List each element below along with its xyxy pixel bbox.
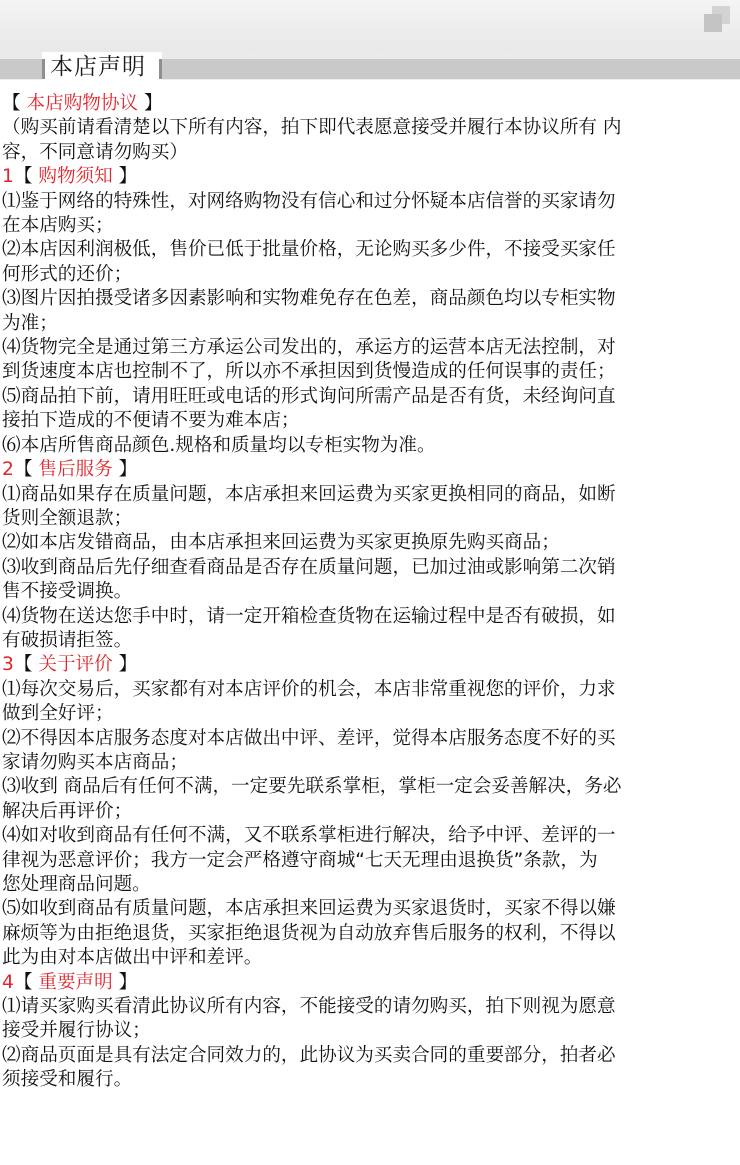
section-line: 在本店购买； bbox=[2, 215, 114, 237]
section-line: 售不接受调换。 bbox=[2, 581, 133, 603]
section-line: 家请勿购买本店商品； bbox=[2, 751, 188, 773]
section-line: 您处理商品问题。 bbox=[2, 874, 151, 895]
agreement-intro-line: 容，不同意请勿购买） bbox=[2, 141, 188, 163]
section-line: ⑵如本店发错商品，由本店承担来回运费为买家更换原先购买商品； bbox=[2, 532, 560, 554]
section-line: ⑵本店因利润极低，售价已低于批量价格，无论购买多少件，不接受买家任 bbox=[2, 239, 616, 261]
page-title: 本店声明 bbox=[50, 54, 146, 80]
agreement-heading: 【 本店购物协议 】 bbox=[2, 93, 163, 114]
section-line: ⑷如对收到商品有任何不满，又不联系掌柜进行解决，给予中评、差评的一 bbox=[2, 825, 616, 847]
section-line: 何形式的还价； bbox=[2, 263, 133, 285]
title-bar-tick-right bbox=[159, 59, 162, 79]
section-heading: 3【 关于评价 】 bbox=[2, 654, 138, 676]
section-line: ⑹本店所售商品颜色.规格和质量均以专柜实物为准。 bbox=[2, 434, 436, 456]
section-title: 售后服务 bbox=[38, 459, 113, 481]
title-bar-tick-left bbox=[42, 59, 45, 79]
section-line: ⑶图片因拍摄受诸多因素影响和实物难免存在色差，商品颜色均以专柜实物 bbox=[2, 288, 616, 310]
section-number: 3 bbox=[2, 654, 14, 676]
agreement-content bbox=[2, 92, 736, 1093]
section-number: 4 bbox=[2, 971, 14, 993]
agreement-intro-line: （购买前请看清楚以下所有内容，拍下即代表愿意接受并履行本协议所有 内 bbox=[2, 117, 622, 139]
section-line: ⑷货物完全是通过第三方承运公司发出的，承运方的运营本店无法控制，对 bbox=[2, 337, 616, 359]
corner-decoration bbox=[704, 6, 730, 32]
section-line: ⑵商品页面是具有法定合同效力的，此协议为买卖合同的重要部分，拍者必 bbox=[2, 1044, 616, 1066]
section-title: 关于评价 bbox=[38, 654, 113, 676]
agreement-title: 本店购物协议 bbox=[26, 93, 139, 114]
section-line: 麻烦等为由拒绝退货，买家拒绝退货视为自动放弃售后服务的权利，不得以 bbox=[2, 922, 616, 944]
section-line: 做到全好评； bbox=[2, 703, 114, 725]
section-line: 接受并履行协议； bbox=[2, 1020, 151, 1042]
section-line: ⑶收到商品后先仔细查看商品是否存在质量问题，已加过油或影响第二次销 bbox=[2, 556, 616, 578]
section-line: 须接受和履行。 bbox=[2, 1069, 133, 1091]
section-line: ⑶收到 商品后有任何不满，一定要先联系掌柜，掌柜一定会妥善解决，务必 bbox=[2, 776, 622, 798]
section-line: ⑷货物在送达您手中时，请一定开箱检查货物在运输过程中是否有破损，如 bbox=[2, 605, 616, 627]
section-line: 货则全额退款； bbox=[2, 507, 133, 529]
section-line: ⑴鉴于网络的特殊性，对网络购物没有信心和过分怀疑本店信誉的买家请勿 bbox=[2, 190, 616, 212]
section-line: ⑴每次交易后，买家都有对本店评价的机会，本店非常重视您的评价，力求 bbox=[2, 678, 616, 700]
section-line: 律视为恶意评价；我方一定会严格遵守商城“七天无理由退换货”条款，为 bbox=[2, 849, 598, 871]
section-line: ⑸如收到商品有质量问题，本店承担来回运费为买家退货时，买家不得以嫌 bbox=[2, 898, 616, 920]
section-line: ⑵不得因本店服务态度对本店做出中评、差评，觉得本店服务态度不好的买 bbox=[2, 727, 616, 749]
section-line: ⑴请买家购买看清此协议所有内容，不能接受的请勿购买，拍下则视为愿意 bbox=[2, 996, 616, 1018]
section-title: 重要声明 bbox=[38, 971, 113, 993]
section-heading: 2【 售后服务 】 bbox=[2, 459, 138, 481]
section-line: ⑴商品如果存在质量问题，本店承担来回运费为买家更换相同的商品，如断 bbox=[2, 483, 616, 505]
section-number: 1 bbox=[2, 166, 14, 188]
section-heading: 4【 重要声明 】 bbox=[2, 971, 138, 993]
section-heading: 1【 购物须知 】 bbox=[2, 166, 138, 188]
section-line: 有破损请拒签。 bbox=[2, 629, 133, 651]
section-line: 此为由对本店做出中评和差评。 bbox=[2, 947, 263, 969]
section-line: 解决后再评价； bbox=[2, 800, 133, 822]
section-line: 为准； bbox=[2, 312, 58, 334]
section-line: 到货速度本店也控制不了，所以亦不承担因到货慢造成的任何误事的责任； bbox=[2, 361, 616, 383]
section-line: 接拍下造成的不便请不要为难本店； bbox=[2, 410, 300, 432]
section-line: ⑸商品拍下前，请用旺旺或电话的形式询问所需产品是否有货，未经询问直 bbox=[2, 385, 616, 407]
section-title: 购物须知 bbox=[38, 166, 113, 188]
section-number: 2 bbox=[2, 459, 14, 481]
